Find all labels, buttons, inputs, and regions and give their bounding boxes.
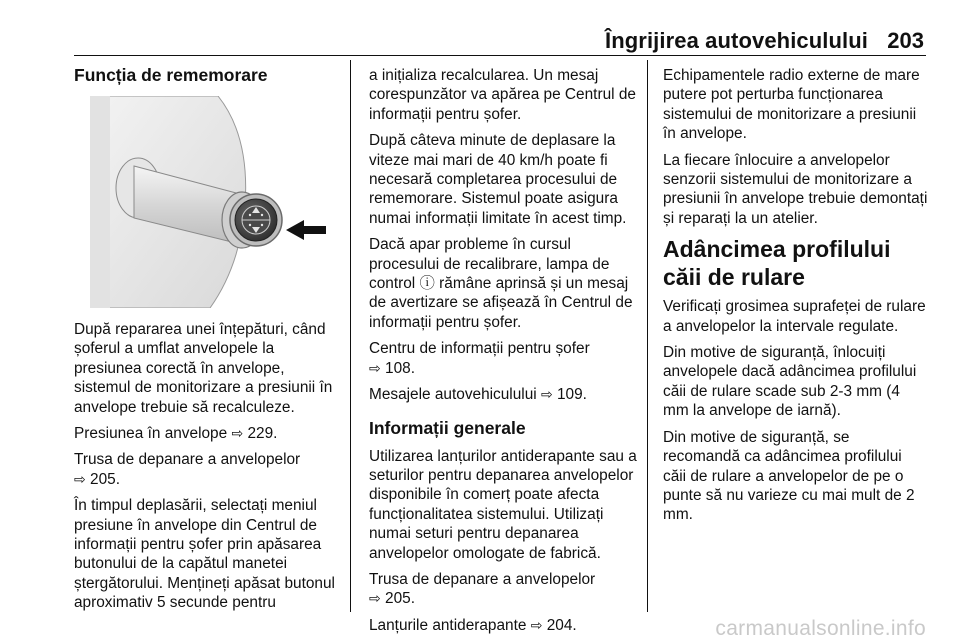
- paragraph-reference: Lanțurile antiderapante ⇨ 204.: [369, 616, 577, 634]
- paragraph: Din motive de siguranță, se recomandă ca adâncimea profilului căii de rulare a anvelopelor de pe o punte să nu varieze cu mai mult de 2 mm.: [663, 428, 915, 524]
- header-rule: [74, 55, 926, 56]
- cross-reference-arrow-icon: ⇨: [369, 590, 381, 607]
- page-header-title: Îngrijirea autovehiculului: [605, 28, 868, 53]
- paragraph: În timpul deplasării, selectați meniul presiune în anvelope din Centrul de informații pentru șofer prin apăsarea butonului de la capătul manetei ștergătorului. Mențineți apăsat butonul aproximativ 5 secunde pentru: [74, 497, 335, 612]
- watermark: carmanualsonline.info: [715, 617, 926, 640]
- column-divider-2: [647, 60, 648, 612]
- paragraph: După repararea unei înțepături, când șoferul a umflat anvelopele la presiunea corectă în anvelope, sistemul de monitorizare a presiunii în anvelope trebuie să recalculeze.: [74, 321, 333, 416]
- page-reference[interactable]: 205.: [385, 590, 415, 608]
- paragraph-reference: Centru de informații pentru șofer ⇨ 108.: [369, 340, 590, 377]
- paragraph: Din motive de siguranță, înlocuiți anvelopele dacă adâncimea profilului căii de rulare scade sub 2-3 mm (4 mm la anvelope de iarnă).: [663, 344, 917, 420]
- cross-reference-arrow-icon: ⇨: [369, 359, 381, 376]
- section-heading-rememorare: Funcția de rememorare: [74, 65, 268, 85]
- paragraph: Echipamentele radio externe de mare putere pot perturba funcționarea sistemului de monitorizare a presiunii în anvelope.: [663, 67, 920, 143]
- page-reference[interactable]: 109.: [556, 386, 587, 404]
- paragraph-reference: Trusa de depanare a anvelopelor ⇨ 205.: [74, 451, 301, 488]
- paragraph-reference: Presiunea în anvelope ⇨ 229.: [74, 425, 278, 443]
- paragraph: a inițializa recalcularea. Un mesaj corespunzător va apărea pe Centrul de informații pentru șofer.: [369, 67, 636, 123]
- cross-reference-arrow-icon: ⇨: [74, 470, 86, 487]
- section-heading-adancimea-profilului: Adâncimea profilului căii de rulare: [663, 236, 891, 291]
- paragraph: Utilizarea lanțurilor antiderapante sau a seturilor pentru depanarea anvelopelor disponibile în comerț poate afecta funcționalitatea sistemului. Utilizați numai seturi pentru depanarea anvelopelor omologate de fabrică.: [369, 447, 637, 562]
- column-divider-1: [350, 60, 351, 612]
- paragraph: Dacă apar probleme în cursul procesului de recalibrare, lampa de control ⓘ rămâne aprinsă și un mesaj de avertizare se afișează în Centrul de informații pentru șofer.: [369, 236, 633, 331]
- cross-reference-arrow-icon: ⇨: [530, 616, 543, 633]
- page-reference[interactable]: 229.: [247, 425, 278, 443]
- paragraph: Verificați grosimea suprafeței de rulare a anvelopelor la intervale regulate.: [663, 298, 926, 335]
- paragraph: După câteva minute de deplasare la viteze mai mari de 40 km/h poate fi necesară completarea procesului de rememorare. Sistemul poate asigura numai informații limitate în acest timp.: [369, 132, 627, 227]
- pointer-arrow-icon: [286, 220, 326, 240]
- paragraph-reference: Trusa de depanare a anvelopelor ⇨ 205.: [369, 570, 596, 608]
- wiper-stalk-illustration: [90, 96, 338, 308]
- page-number: 203: [887, 28, 924, 53]
- wiper-stalk-figure: [90, 96, 338, 308]
- section-heading-informatii-generale: Informații generale: [369, 417, 526, 438]
- cross-reference-arrow-icon: ⇨: [231, 425, 244, 442]
- cross-reference-arrow-icon: ⇨: [540, 386, 553, 403]
- warning-lamp-icon: ⓘ: [419, 275, 435, 293]
- page-reference[interactable]: 108.: [385, 359, 415, 377]
- page-reference[interactable]: 204.: [546, 616, 577, 634]
- page-reference[interactable]: 205.: [90, 470, 120, 488]
- paragraph: La fiecare înlocuire a anvelopelor senzorii sistemului de monitorizare a presiunii în anvelope trebuie demontați și reparați la un atelier.: [663, 151, 928, 227]
- paragraph-reference: Mesajele autovehiculului ⇨ 109.: [369, 386, 587, 404]
